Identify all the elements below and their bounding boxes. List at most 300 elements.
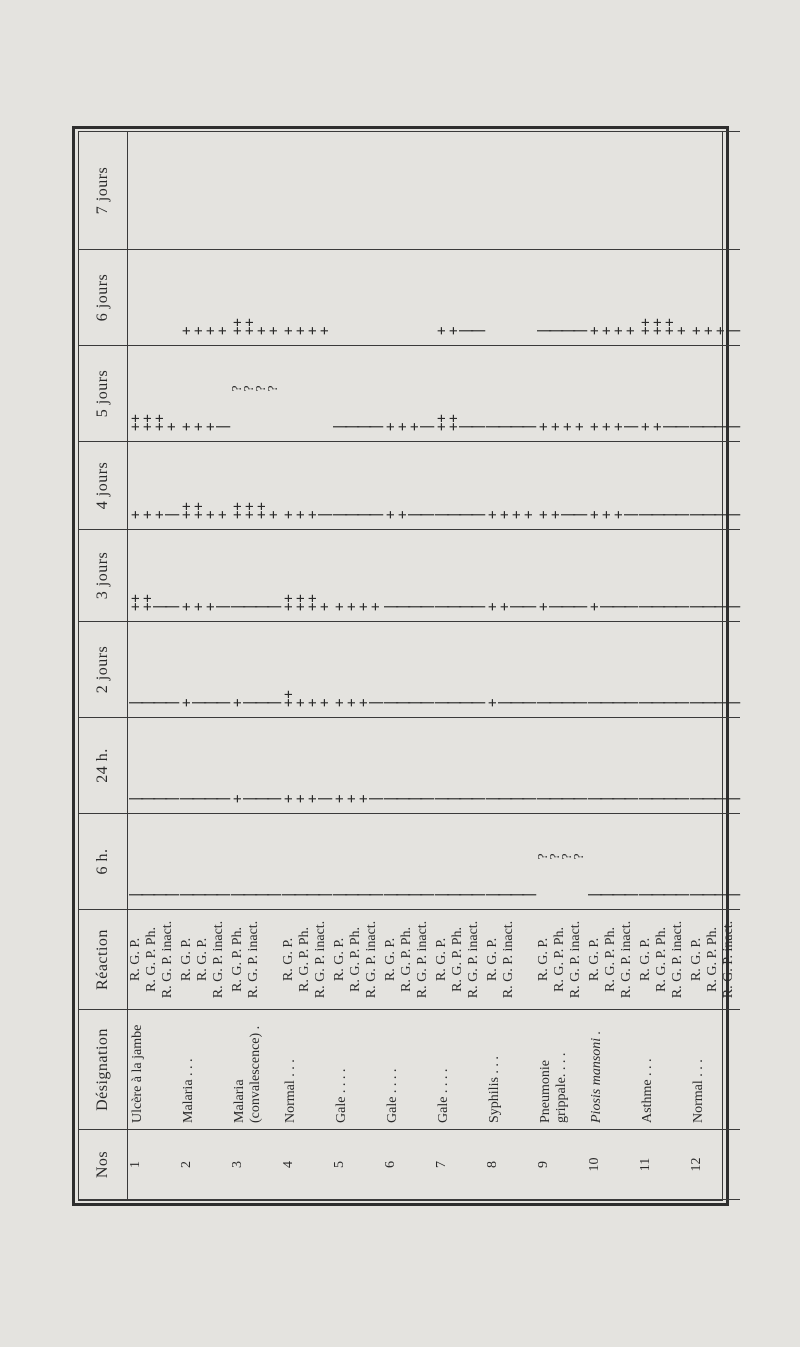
result-mark: ++ (434, 414, 450, 431)
result-mark: | (191, 698, 207, 707)
result-mark: | (317, 890, 333, 899)
result-mark: | (191, 794, 207, 803)
result-mark: | (536, 698, 552, 707)
result-mark: | (599, 698, 615, 707)
result-mark (179, 132, 191, 239)
result-mark: ? (242, 385, 257, 392)
result-mark (305, 132, 317, 239)
result-mark: | (434, 794, 450, 803)
result-mark: | (140, 794, 156, 803)
result-mark: | (470, 890, 486, 899)
result-mark: | (713, 794, 729, 803)
result-mark (128, 250, 140, 335)
result-mark: ++ (230, 318, 246, 335)
result-mark: + (356, 602, 372, 611)
result-mark: | (599, 602, 615, 611)
header-time: 3 jours (79, 530, 128, 622)
result-mark: | (368, 698, 384, 707)
reaction-line: R. G. P. Ph. (705, 927, 720, 992)
result-mark: ? (572, 853, 587, 860)
row-number: 4 (281, 1130, 332, 1200)
result-mark: ++ (650, 318, 666, 335)
result-mark: | (611, 698, 627, 707)
result-cell (434, 814, 485, 910)
result-mark: | (446, 794, 462, 803)
result-mark: | (368, 890, 384, 899)
reaction-line: R. G. P. (434, 937, 449, 982)
result-cell (689, 622, 740, 718)
table-row (638, 132, 689, 1200)
result-cell (536, 530, 587, 622)
result-mark: | (650, 794, 666, 803)
result-mark: | (395, 602, 411, 611)
row-number: 11 (638, 1130, 689, 1200)
result-cell (587, 622, 638, 718)
result-mark: | (701, 510, 717, 519)
result-mark: + (599, 422, 615, 431)
result-cell (230, 442, 281, 530)
result-mark: + (128, 510, 144, 519)
result-mark: | (689, 422, 705, 431)
designation-cell (332, 1010, 383, 1130)
reaction-line: R. G. P. (689, 937, 704, 982)
result-mark: + (368, 602, 384, 611)
result-mark (407, 132, 419, 239)
result-mark: | (689, 510, 705, 519)
result-mark (470, 132, 482, 239)
result-mark: | (587, 698, 603, 707)
result-mark: | (638, 698, 654, 707)
result-cell (638, 132, 689, 250)
result-cell (230, 530, 281, 622)
table-row (332, 132, 383, 1200)
result-mark: | (407, 510, 423, 519)
result-mark (497, 132, 509, 239)
result-mark (548, 132, 560, 239)
result-mark: + (485, 602, 501, 611)
result-mark: | (293, 890, 309, 899)
result-mark: | (572, 602, 588, 611)
designation-text: Gale . . . . (385, 1068, 400, 1123)
result-mark: + (560, 422, 576, 431)
result-mark: | (662, 602, 678, 611)
result-mark: + (254, 326, 270, 335)
result-mark: + (407, 422, 423, 431)
result-mark: | (638, 890, 654, 899)
result-cell (587, 814, 638, 910)
result-mark (140, 250, 152, 335)
result-mark: | (485, 890, 501, 899)
result-mark: | (572, 794, 588, 803)
result-mark: | (485, 794, 501, 803)
result-mark: | (164, 698, 180, 707)
result-mark: | (689, 890, 705, 899)
result-mark: | (713, 698, 729, 707)
designation-text: Pneumonie grippale. . . . (538, 1052, 569, 1123)
result-mark: | (203, 890, 219, 899)
result-mark: | (332, 890, 348, 899)
row-number: 8 (485, 1130, 536, 1200)
result-cell (536, 346, 587, 442)
designation-text: Gale . . . . (436, 1068, 451, 1123)
reaction-line: R. G. P. (332, 937, 347, 982)
result-mark (164, 132, 176, 239)
result-mark (572, 132, 584, 239)
reaction-line: R. G. P. inact. (466, 920, 481, 999)
result-mark: | (152, 794, 168, 803)
result-cell (281, 622, 332, 718)
result-mark: | (548, 698, 564, 707)
result-cell (587, 132, 638, 250)
result-mark (344, 132, 356, 239)
designation-cell (434, 1010, 485, 1130)
result-mark (701, 132, 713, 239)
designation-cell (689, 1010, 740, 1130)
result-mark: | (458, 602, 474, 611)
result-cell (587, 250, 638, 346)
reaction-line: R. G. P. inact. (619, 920, 634, 999)
result-mark: + (203, 602, 219, 611)
result-mark (395, 250, 407, 335)
reaction-line: R. G. P. (195, 937, 210, 982)
result-mark: | (434, 698, 450, 707)
result-mark: | (317, 510, 333, 519)
result-mark: ? (266, 385, 281, 392)
result-mark: + (521, 510, 537, 519)
reaction-line: R. G. P. (383, 937, 398, 982)
result-cell (536, 622, 587, 718)
result-cell (128, 530, 180, 622)
result-mark: + (485, 698, 501, 707)
result-cell (332, 250, 383, 346)
result-mark: | (458, 422, 474, 431)
result-mark: | (407, 602, 423, 611)
result-mark: | (266, 602, 282, 611)
result-cell (689, 442, 740, 530)
result-cell (332, 346, 383, 442)
result-cell (638, 250, 689, 346)
result-mark: + (293, 326, 309, 335)
result-cell (434, 346, 485, 442)
reaction-cell (383, 910, 434, 1010)
result-mark: + (536, 510, 552, 519)
result-mark (356, 132, 368, 239)
header-time: 5 jours (79, 346, 128, 442)
result-cell (230, 250, 281, 346)
result-mark (293, 346, 305, 431)
result-mark: ++ (293, 594, 309, 611)
result-cell (638, 442, 689, 530)
result-cell (128, 132, 180, 250)
reaction-cell (179, 910, 230, 1010)
result-mark: | (650, 602, 666, 611)
table-body (128, 132, 741, 1200)
result-mark: | (215, 422, 231, 431)
result-mark: | (230, 602, 246, 611)
result-mark: | (356, 510, 372, 519)
designation-cell (128, 1010, 180, 1130)
result-mark: ? (560, 853, 575, 860)
result-mark (419, 132, 431, 239)
result-cell (638, 814, 689, 910)
result-mark (203, 132, 215, 239)
result-cell (638, 346, 689, 442)
result-mark: | (356, 422, 372, 431)
result-mark: | (470, 510, 486, 519)
result-mark: | (725, 422, 741, 431)
result-mark: | (458, 890, 474, 899)
result-mark (293, 132, 305, 239)
result-mark: | (242, 698, 258, 707)
result-mark: ++ (230, 502, 246, 519)
designation-cell (383, 1010, 434, 1130)
header-time: 4 jours (79, 442, 128, 530)
result-mark: | (662, 510, 678, 519)
result-mark: | (623, 510, 639, 519)
result-mark: | (638, 510, 654, 519)
result-cell (434, 718, 485, 814)
designation-text: Malaria . . . (181, 1058, 196, 1123)
reaction-line: R. G. P. Ph. (399, 927, 414, 992)
result-mark: + (344, 794, 360, 803)
result-mark: + (203, 510, 219, 519)
reaction-line: R. G. P. Ph. (450, 927, 465, 992)
result-mark: | (689, 602, 705, 611)
result-mark: | (509, 698, 525, 707)
result-mark (725, 132, 737, 239)
result-mark (215, 132, 227, 239)
result-mark: | (395, 698, 411, 707)
result-mark (689, 132, 701, 239)
result-mark: | (383, 602, 399, 611)
result-mark: ++ (662, 318, 678, 335)
reaction-line: R. G. P. inact. (211, 920, 226, 999)
result-mark (266, 132, 278, 239)
result-mark (623, 132, 635, 239)
result-mark: | (509, 794, 525, 803)
result-mark: + (536, 602, 552, 611)
result-mark (368, 250, 380, 335)
result-mark (587, 132, 599, 239)
result-cell (485, 814, 536, 910)
designation-text: Malaria (convalescence) . (232, 1025, 263, 1123)
result-mark: ++ (446, 414, 462, 431)
result-mark: + (587, 422, 603, 431)
result-mark: | (305, 890, 321, 899)
result-mark: | (356, 890, 372, 899)
reaction-cell (638, 910, 689, 1010)
result-cell (230, 622, 281, 718)
table-row (434, 132, 485, 1200)
header-row (79, 132, 128, 1200)
result-mark: + (215, 510, 231, 519)
result-mark: + (587, 326, 603, 335)
reaction-line: R. G. P. Ph. (297, 927, 312, 992)
result-cell (179, 718, 230, 814)
result-cell (383, 622, 434, 718)
result-mark: + (509, 510, 525, 519)
result-mark: + (572, 422, 588, 431)
designation-text: Syphilis . . . (487, 1056, 502, 1123)
result-mark: | (662, 422, 678, 431)
result-mark: + (356, 794, 372, 803)
reaction-line: R. G. P. Ph. (654, 927, 669, 992)
result-mark: + (332, 794, 348, 803)
header-designation: Désignation (79, 1010, 128, 1130)
result-mark: + (689, 326, 705, 335)
result-mark: + (587, 602, 603, 611)
result-mark: + (179, 422, 195, 431)
reaction-line: R. G. P. Ph. (144, 927, 159, 992)
designation-cell (281, 1010, 332, 1130)
result-mark: + (395, 422, 411, 431)
result-mark: + (356, 698, 372, 707)
result-mark: + (383, 510, 399, 519)
table-row (587, 132, 638, 1200)
result-mark: | (266, 794, 282, 803)
result-mark: | (536, 326, 552, 335)
result-mark (446, 132, 458, 239)
result-mark: | (521, 890, 537, 899)
result-mark: | (521, 422, 537, 431)
result-mark: + (293, 510, 309, 519)
result-mark: | (152, 602, 168, 611)
result-mark: | (434, 890, 450, 899)
result-cell (485, 530, 536, 622)
reaction-line: R. G. P. inact. (721, 920, 736, 999)
result-mark: ++ (191, 502, 207, 519)
result-mark: + (305, 794, 321, 803)
result-mark: | (164, 602, 180, 611)
result-mark (332, 250, 344, 335)
result-mark: ++ (140, 594, 156, 611)
result-cell (485, 718, 536, 814)
result-cell (689, 814, 740, 910)
result-mark (230, 132, 242, 239)
result-mark: | (611, 602, 627, 611)
result-mark: | (470, 326, 486, 335)
result-mark: | (152, 890, 168, 899)
result-mark: | (572, 326, 588, 335)
result-mark: | (572, 510, 588, 519)
result-mark (560, 132, 572, 239)
result-mark: | (395, 890, 411, 899)
result-mark: + (281, 794, 297, 803)
result-mark: | (497, 698, 513, 707)
reaction-line: R. G. P. Ph. (552, 927, 567, 992)
result-cell (485, 250, 536, 346)
result-mark: | (560, 602, 576, 611)
designation-text: Asthme . . . (640, 1058, 655, 1123)
result-mark: | (179, 794, 195, 803)
result-mark: | (140, 890, 156, 899)
result-mark: | (254, 890, 270, 899)
result-mark: | (281, 890, 297, 899)
row-number: 1 (128, 1130, 180, 1200)
result-mark: | (254, 602, 270, 611)
result-mark: + (485, 510, 501, 519)
result-mark: + (191, 602, 207, 611)
result-cell (383, 814, 434, 910)
result-mark (662, 132, 674, 239)
result-mark: | (419, 794, 435, 803)
result-mark: + (536, 422, 552, 431)
result-mark: | (458, 510, 474, 519)
result-mark: | (470, 794, 486, 803)
result-cell (332, 442, 383, 530)
result-cell (485, 346, 536, 442)
result-mark: + (179, 326, 195, 335)
result-mark: | (191, 890, 207, 899)
result-mark: | (128, 890, 144, 899)
result-mark: | (215, 890, 231, 899)
result-mark: | (446, 602, 462, 611)
result-mark (599, 132, 611, 239)
result-cell (383, 718, 434, 814)
result-mark: | (368, 794, 384, 803)
result-mark: | (485, 422, 501, 431)
result-mark: | (446, 698, 462, 707)
result-mark: | (713, 890, 729, 899)
reaction-line: R. G. P. inact. (415, 920, 430, 999)
result-mark: | (662, 890, 678, 899)
result-mark: | (383, 698, 399, 707)
result-mark: ++ (140, 414, 156, 431)
result-mark: | (164, 890, 180, 899)
result-mark: + (266, 326, 282, 335)
result-mark: + (191, 326, 207, 335)
result-mark: | (242, 890, 258, 899)
result-mark (254, 132, 266, 239)
result-mark: | (674, 794, 690, 803)
designation-cell (587, 1010, 638, 1130)
result-cell (281, 346, 332, 442)
result-mark (611, 132, 623, 239)
result-mark: | (689, 698, 705, 707)
result-mark: + (164, 422, 180, 431)
result-mark (242, 132, 254, 239)
header-time: 6 jours (79, 250, 128, 346)
table-row (281, 132, 332, 1200)
result-mark: | (152, 698, 168, 707)
result-cell (281, 814, 332, 910)
designation-text: Piosis mansoni . (589, 1030, 604, 1123)
reaction-table (79, 131, 740, 1200)
result-mark: | (725, 698, 741, 707)
header-time: 24 h. (79, 718, 128, 814)
result-cell (281, 530, 332, 622)
result-mark (713, 132, 725, 239)
result-mark: ++ (179, 502, 195, 519)
result-cell (689, 346, 740, 442)
result-mark: ++ (254, 502, 270, 519)
result-mark (650, 132, 662, 239)
result-mark: | (419, 602, 435, 611)
result-mark: | (599, 890, 615, 899)
table-row (536, 132, 587, 1200)
row-number: 3 (230, 1130, 281, 1200)
result-cell (128, 346, 180, 442)
result-mark: | (638, 794, 654, 803)
result-mark: + (638, 422, 654, 431)
result-mark: + (179, 602, 195, 611)
result-mark (509, 250, 521, 335)
result-mark: | (521, 698, 537, 707)
result-mark: | (662, 794, 678, 803)
result-mark: | (725, 890, 741, 899)
result-cell (128, 250, 180, 346)
reaction-cell (128, 910, 180, 1010)
